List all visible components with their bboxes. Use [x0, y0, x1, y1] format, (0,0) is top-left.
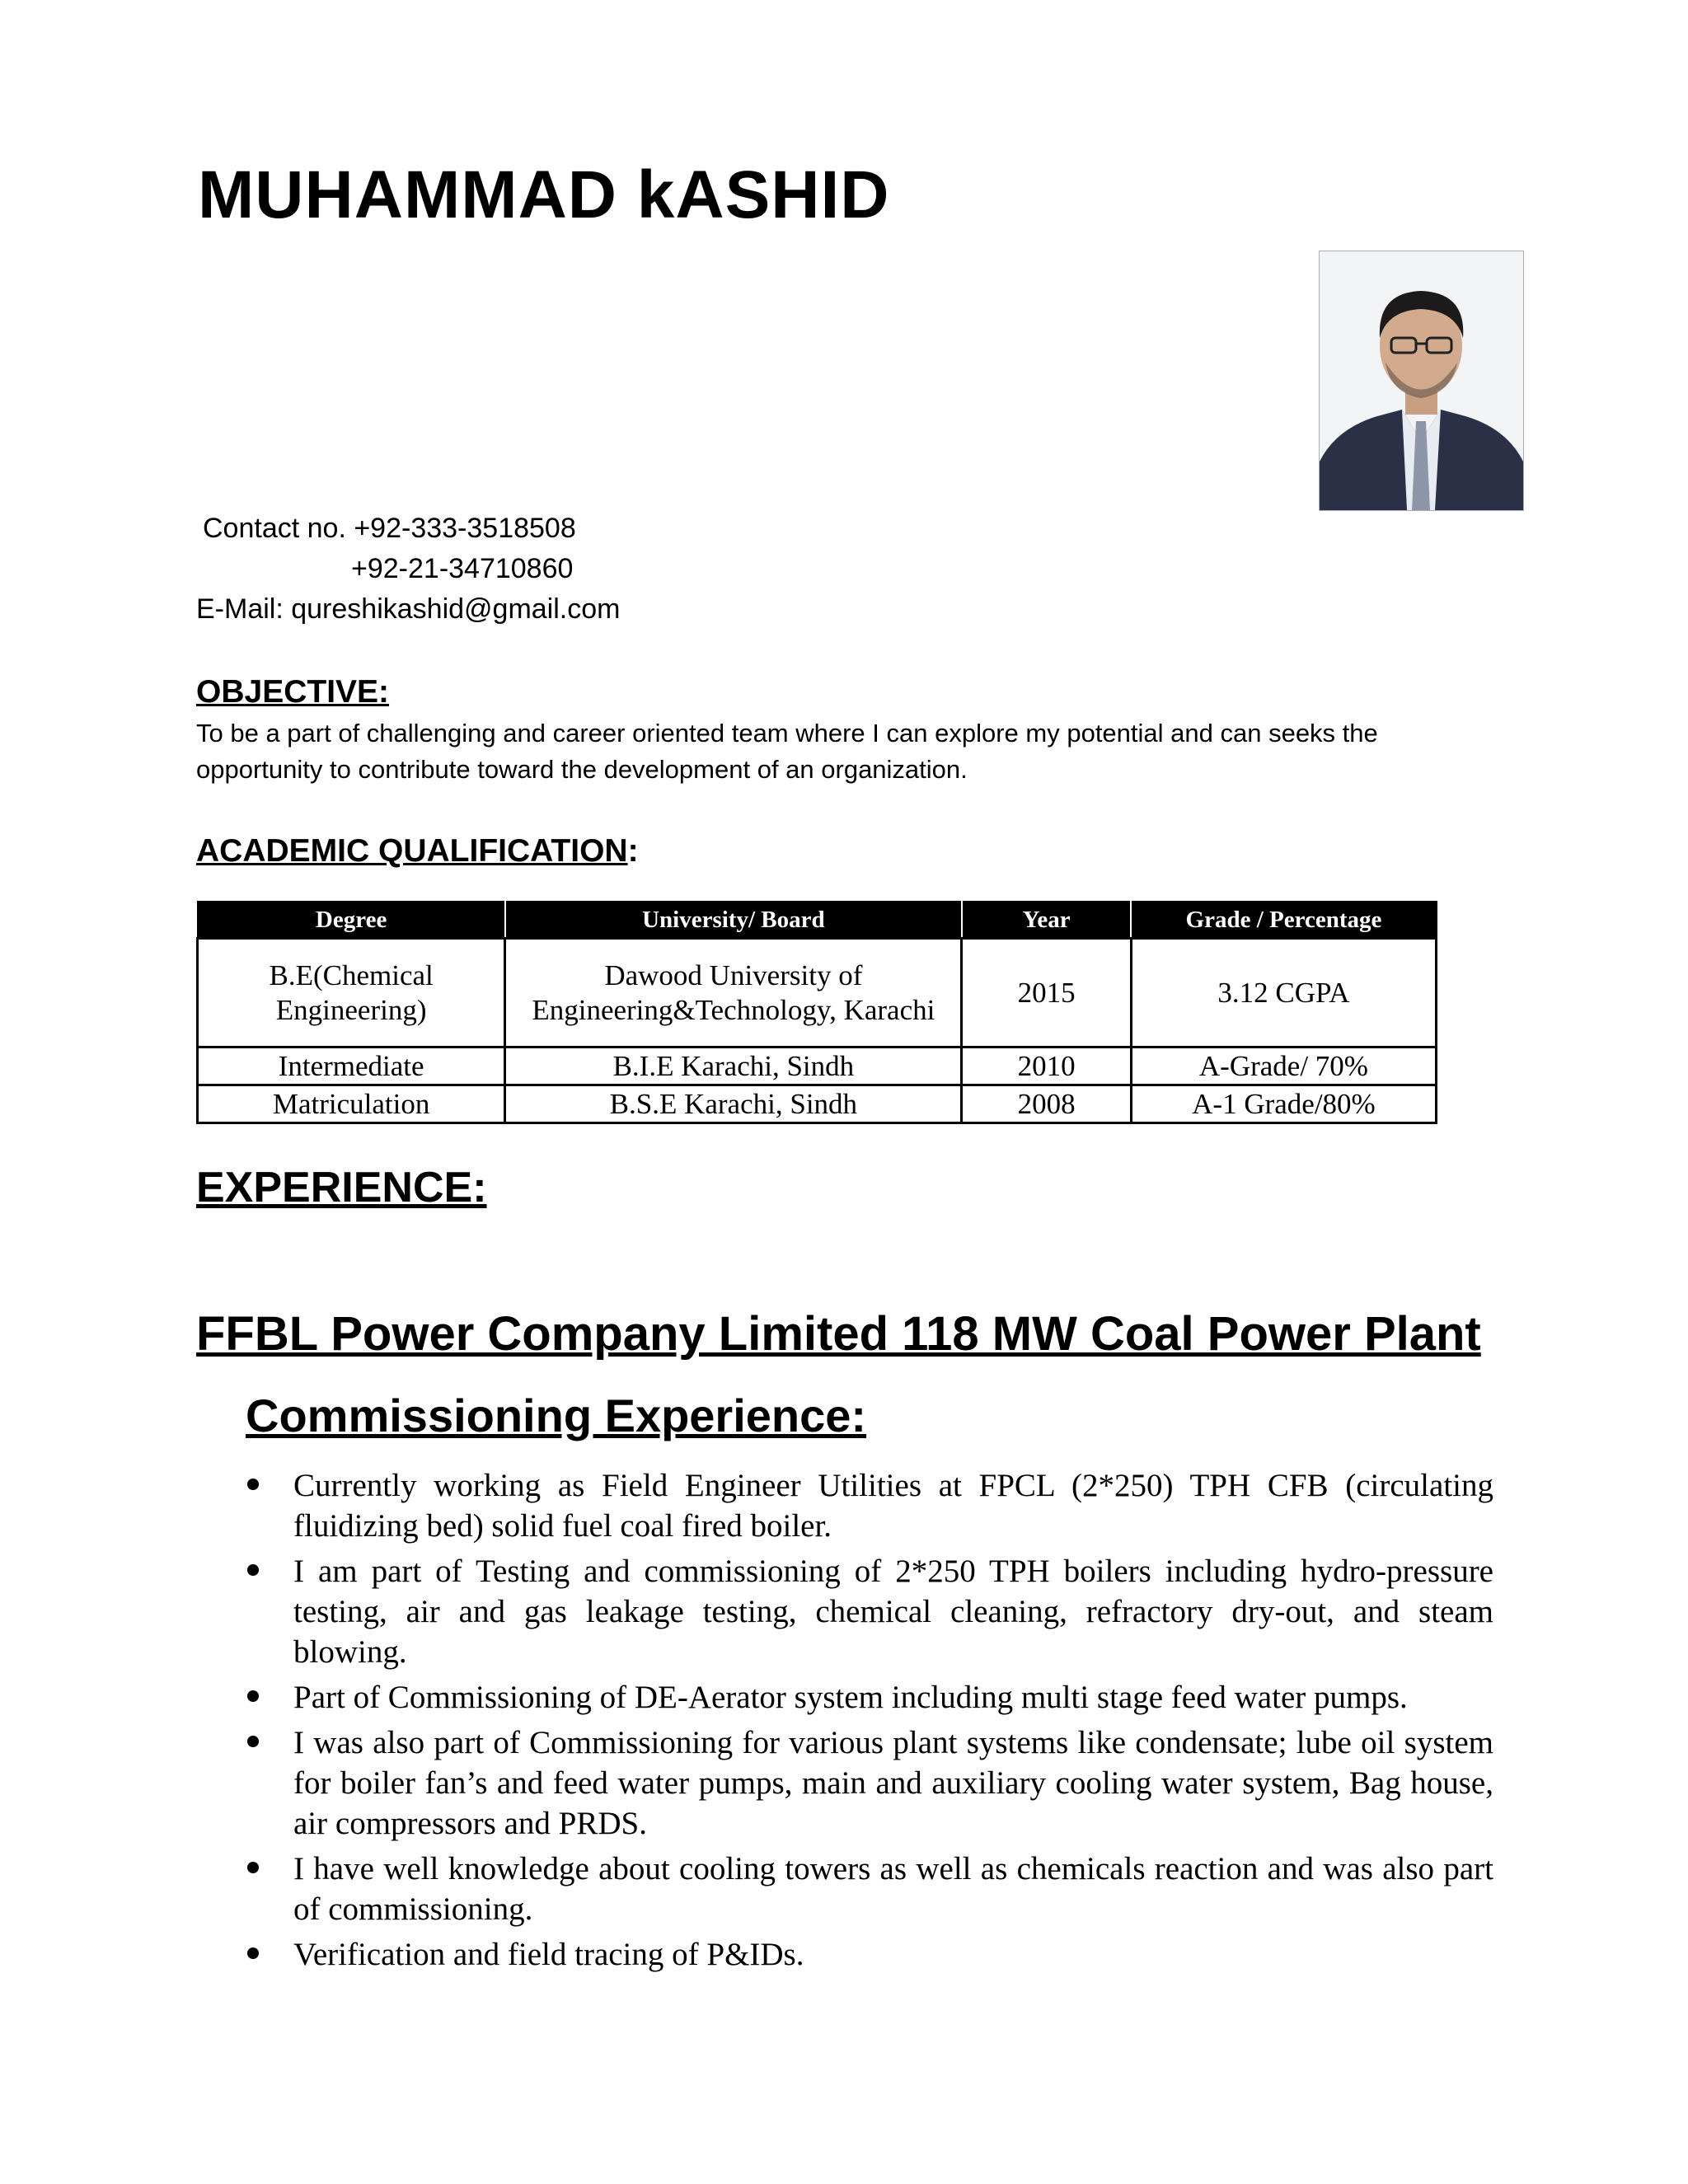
degree-cell: Intermediate [198, 1047, 505, 1085]
column-header-board: University/ Board [505, 902, 962, 939]
table-row [198, 1047, 1437, 1085]
grade-cell: 3.12 CGPA [1131, 939, 1436, 1047]
bullet-text: Verification and field tracing of P&IDs. [293, 1937, 804, 1972]
board-cell: Dawood University of Engineering&Technology, Karachi [505, 939, 962, 1047]
table-header-row [198, 902, 1437, 939]
board-cell: B.S.E Karachi, Sindh [505, 1085, 962, 1123]
year-cell: 2010 [962, 1047, 1131, 1085]
year-cell: 2015 [962, 939, 1131, 1047]
degree-cell: B.E(Chemical Engineering) [198, 939, 505, 1047]
candidate-name: MUHAMMAD kASHID [198, 157, 890, 232]
bullet-dot-icon [247, 1564, 259, 1576]
bullet-text: I was also part of Commissioning for various plant systems like condensate; lube oil system for boiler fan’s and feed water pumps, main and auxiliary cooling water system, Bag house, air compressors and PRDS. [293, 1725, 1493, 1841]
bullet-text: Currently working as Field Engineer Utilities at FPCL (2*250) TPH CFB (circulating fluidizing bed) solid fuel coal fired boiler. [293, 1468, 1493, 1544]
experience-bullet-list [247, 1465, 1493, 1980]
objective-heading: OBJECTIVE: [196, 674, 390, 710]
grade-cell: A-1 Grade/80% [1131, 1085, 1436, 1123]
bullet-dot-icon [247, 1862, 259, 1873]
academic-table [196, 901, 1437, 1124]
grade-cell: A-Grade/ 70% [1131, 1047, 1436, 1085]
list-item [247, 1849, 1493, 1929]
year-cell: 2008 [962, 1085, 1131, 1123]
board-cell: B.I.E Karachi, Sindh [505, 1047, 962, 1085]
company-title: FFBL Power Company Limited 118 MW Coal Power Plant [196, 1307, 1481, 1361]
list-item [247, 1934, 1493, 1975]
list-item [247, 1677, 1493, 1718]
column-header-degree: Degree [198, 902, 505, 939]
contact-email: E-Mail: qureshikashid@gmail.com [196, 593, 621, 625]
column-header-year: Year [962, 902, 1131, 939]
bullet-text: I am part of Testing and commissioning of 2*250 TPH boilers including hydro-pressure testing, air and gas leakage testing, chemical cleaning, refractory dry-out, and steam blowing. [293, 1554, 1493, 1670]
academic-heading-colon: : [627, 833, 639, 869]
academic-heading-label: ACADEMIC QUALIFICATION [196, 833, 628, 869]
contact-phone-primary: Contact no. +92-333-3518508 [203, 513, 576, 544]
experience-heading: EXPERIENCE: [196, 1164, 487, 1212]
bullet-dot-icon [247, 1947, 259, 1959]
column-header-grade: Grade / Percentage [1131, 902, 1436, 939]
person-photo-icon [1320, 251, 1523, 510]
contact-phone-secondary: +92-21-34710860 [351, 553, 574, 584]
table-row [198, 1085, 1437, 1123]
table-row [198, 939, 1437, 1047]
academic-heading [196, 835, 639, 867]
objective-text: To be a part of challenging and career oriented team where I can explore my potential and can seeks the opportunity to contribute toward the development of an organization. [196, 719, 1378, 784]
list-item [247, 1465, 1493, 1546]
bullet-dot-icon [247, 1479, 259, 1490]
list-item [247, 1551, 1493, 1672]
profile-photo [1319, 251, 1524, 511]
bullet-dot-icon [247, 1690, 259, 1702]
bullet-text: I have well knowledge about cooling towers as well as chemicals reaction and was also part of commissioning. [293, 1851, 1493, 1927]
degree-cell: Matriculation [198, 1085, 505, 1123]
bullet-text: Part of Commissioning of DE-Aerator system including multi stage feed water pumps. [293, 1680, 1408, 1715]
bullet-dot-icon [247, 1736, 259, 1747]
commissioning-subheading: Commissioning Experience: [246, 1390, 867, 1441]
list-item [247, 1722, 1493, 1844]
